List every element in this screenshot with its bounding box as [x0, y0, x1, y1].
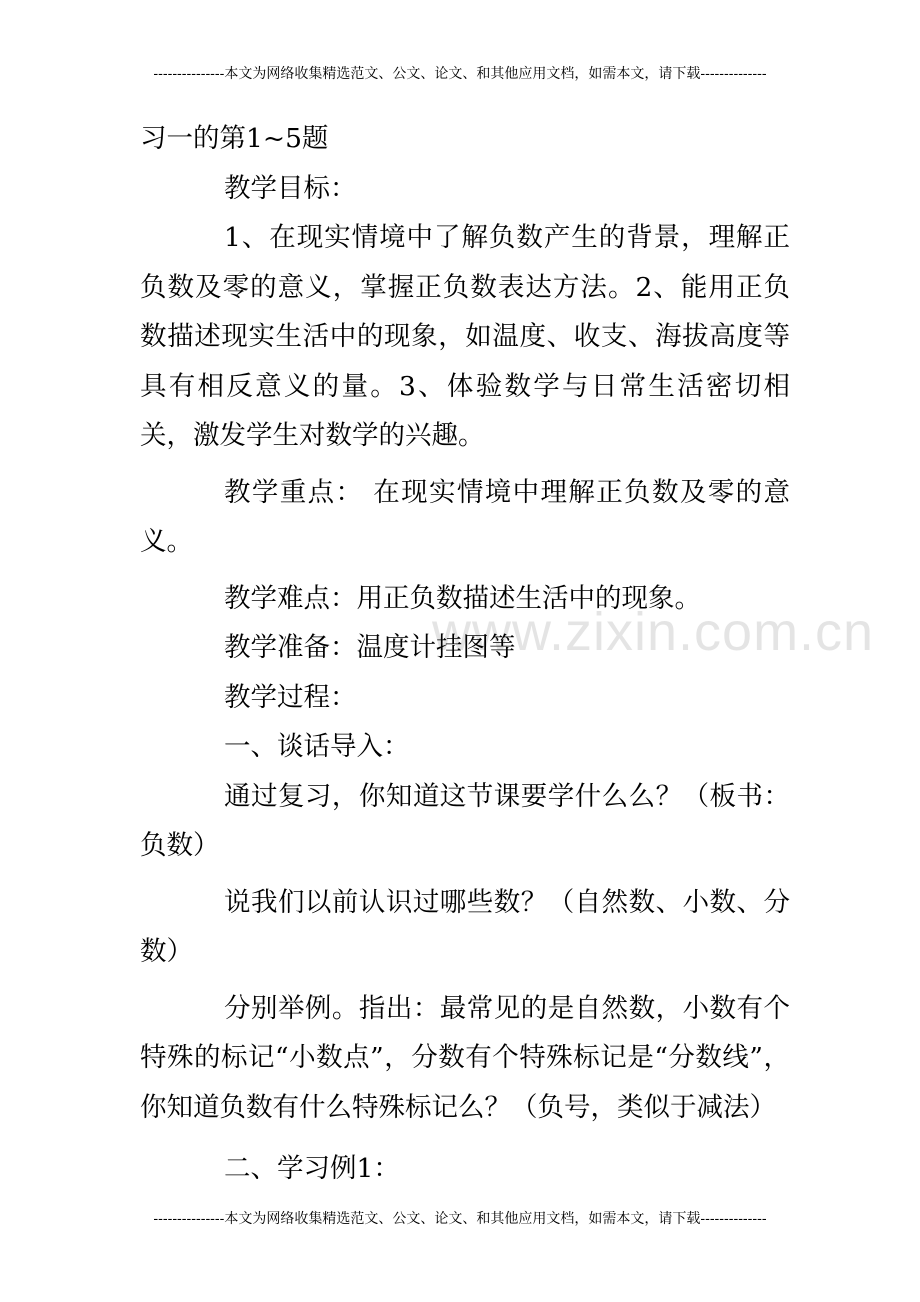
- section-two-heading: 二、学习例1：: [224, 1153, 400, 1184]
- teaching-goals-text: 1、在现实情境中了解负数产生的背景，理解正负数及零的意义，掌握正负数表达方法。2、能用正负数描述现实生活中的现象，如温度、收支、海拔高度等具有相反意义的量。3、体验数学与日常生活密切相关，激发学生对数学的兴趣。: [140, 222, 790, 451]
- teaching-difficulty: 教学难点：用正负数描述生活中的现象。: [224, 582, 701, 614]
- teaching-focus: 教学重点： 在现实情境中理解正负数及零的意义。: [140, 476, 790, 557]
- page-header: ---------------本文为网络收集精选范文、公文、论文、和其他应用文档，如需本文，请下载--------------: [153, 66, 767, 82]
- numbers-question: 说我们以前认识过哪些数？（自然数、小数、分数）: [140, 886, 790, 967]
- section-one-heading: 一、谈话导入：: [224, 731, 410, 762]
- page-footer: ---------------本文为网络收集精选范文、公文、论文、和其他应用文档，如需本文，请下载--------------: [153, 1211, 767, 1227]
- teaching-process-heading: 教学过程：: [224, 681, 357, 713]
- watermark: www.zixin.com.cn: [432, 602, 875, 662]
- examples-explanation: 分别举例。指出：最常见的是自然数，小数有个特殊的标记“小数点”，分数有个特殊标记是“分数线”，你知道负数有什么特殊标记么？（负号，类似于减法）: [140, 992, 790, 1123]
- teaching-goals-heading: 教学目标：: [224, 172, 357, 204]
- continued-title: 习一的第1~5题: [140, 123, 329, 154]
- teaching-preparation: 教学准备：温度计挂图等: [224, 632, 516, 663]
- document-body: [140, 114, 790, 1194]
- review-question: 通过复习，你知道这节课要学什么么？（板书：负数）: [140, 780, 790, 861]
